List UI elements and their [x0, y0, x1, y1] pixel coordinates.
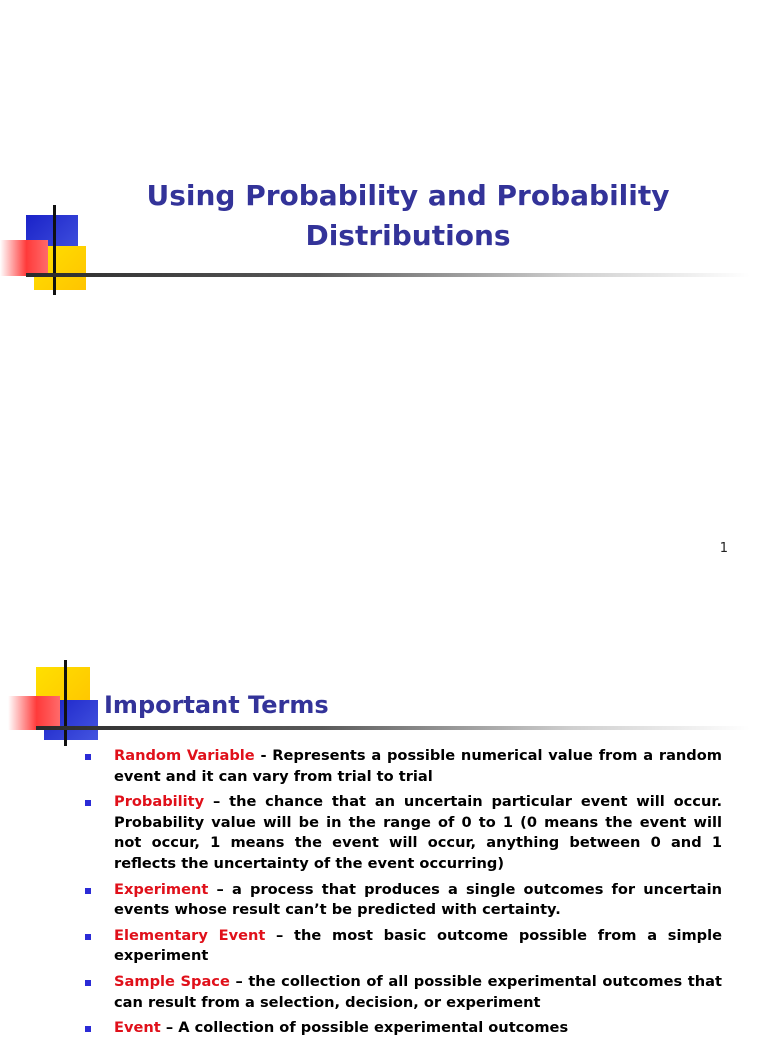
title-line-2: Distributions: [305, 219, 511, 252]
deco-vertical-line: [64, 660, 67, 746]
term-definition: – the collection of all possible experimental outcomes that can result from a selection, decision, or experiment: [114, 972, 722, 1011]
deco-vertical-line: [53, 205, 56, 295]
deco-red-square: [8, 696, 60, 730]
term-keyword: Elementary Event: [114, 926, 266, 944]
title-underline: [36, 726, 750, 730]
term-definition: – a process that produces a single outcomes for uncertain events whose result can’t be predicted with certainty.: [114, 880, 722, 919]
slide-2-title: Important Terms: [104, 691, 329, 719]
list-item: [84, 1018, 722, 1039]
title-underline: [26, 273, 750, 277]
slide-1-title: [100, 176, 716, 256]
list-item: [84, 926, 722, 967]
term-definition: – A collection of possible experimental outcomes: [160, 1019, 569, 1037]
term-keyword: Probability: [114, 793, 205, 811]
square-bullet-icon: [85, 800, 91, 806]
deco-red-square: [0, 240, 48, 276]
term-keyword: Sample Space: [114, 972, 230, 990]
term-definition: - Represents a possible numerical value from a random event and it can vary from trial to trial: [114, 747, 722, 785]
list-item: [84, 746, 722, 787]
list-item: [84, 880, 722, 921]
square-bullet-icon: [85, 980, 91, 986]
square-bullet-icon: [85, 754, 91, 760]
list-item: [84, 972, 722, 1013]
term-keyword: Event: [114, 1019, 161, 1037]
square-bullet-icon: [85, 1026, 91, 1032]
term-definition: – the most basic outcome possible from a simple experiment: [114, 926, 722, 965]
terms-list: [84, 746, 722, 1044]
term-definition: – the chance that an uncertain particular event will occur. Probability value will be in the range of 0 to 1 (0 means the event will not occur, 1 means the event will occur, anything between 0 and 1 reflects the uncertainty of the event occurring): [114, 793, 722, 872]
square-bullet-icon: [85, 934, 91, 940]
square-bullet-icon: [85, 888, 91, 894]
page-number: 1: [719, 541, 728, 556]
term-keyword: Experiment: [114, 880, 209, 898]
list-item: [84, 792, 722, 874]
title-line-1: Using Probability and Probability: [146, 179, 670, 212]
term-keyword: Random Variable: [114, 747, 255, 764]
